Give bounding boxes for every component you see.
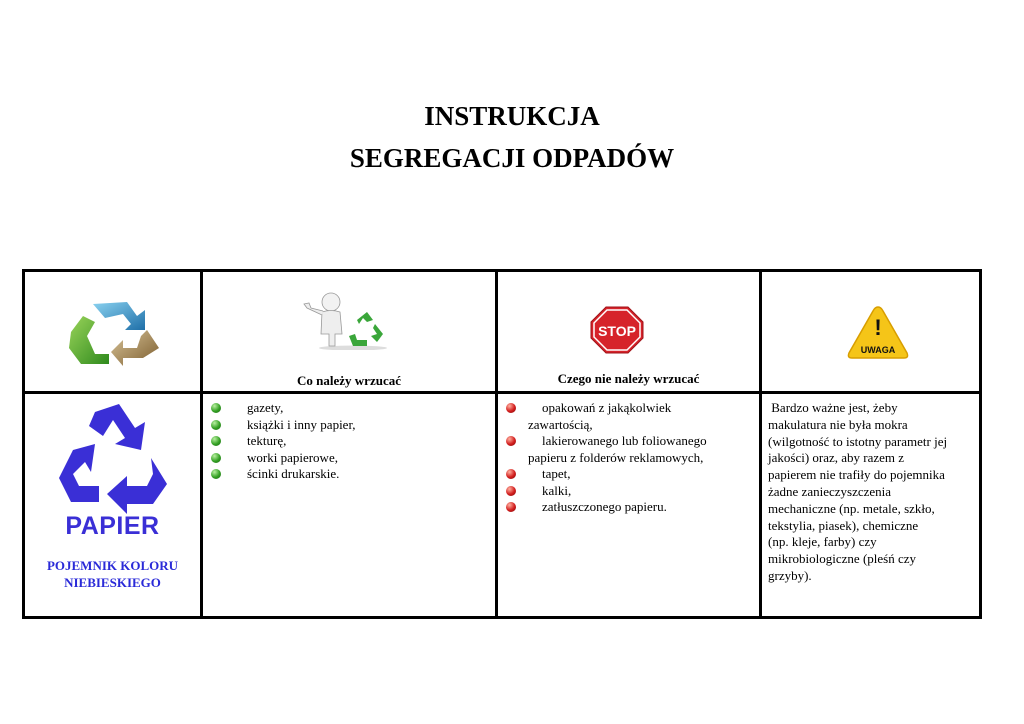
note-line: makulatura nie była mokra [768,416,908,432]
note-line: papierem nie trafiły do pojemnika [768,467,945,483]
recycle-photo-icon [65,296,165,368]
note-line: jakości) oraz, aby razem z [768,450,905,466]
forbidden-cell [498,394,759,616]
note-line: grzyby). [768,567,812,583]
green-bullet-icon [211,469,221,479]
warning-sign-text: UWAGA [860,345,896,355]
header-cell-warning [762,272,979,391]
warning-sign-icon [846,305,910,361]
page-title-line-1: INSTRUKCJA [424,101,600,131]
list-item: książki i inny papier, [203,417,495,434]
person-recycle-icon [297,290,393,350]
green-bullet-icon [211,436,221,446]
header-forbidden-label: Czego nie należy wrzucać [557,371,700,386]
note-line: żadne zanieczyszczenia [768,483,892,499]
red-bullet-icon [506,469,516,479]
list-item: lakierowanego lub foliowanego papieru z folderów reklamowych, [498,433,759,466]
stop-sign-text: STOP [598,323,636,339]
green-bullet-icon [211,420,221,430]
note-line: Bardzo ważne jest, żeby [768,400,898,415]
red-bullet-icon [506,436,516,446]
forbidden-list [498,400,759,516]
recycle-logo-icon [55,402,171,514]
allowed-cell [203,394,495,616]
header-allowed-label: Co należy wrzucać [297,373,401,388]
list-item: ścinki drukarskie. [203,466,495,483]
allowed-list [203,400,495,483]
bin-label-line-1: POJEMNIK KOLORU [46,558,179,573]
note-line: (wilgotność to istotny parametr jej [768,433,948,449]
list-item: tapet, [498,466,759,483]
bin-logo-text: PAPIER [65,512,160,540]
red-bullet-icon [506,502,516,512]
warning-note-cell [762,394,979,616]
list-item: kalki, [498,483,759,500]
note-line: mechaniczne (np. metale, szkło, [768,500,935,516]
segregation-table [22,269,982,619]
bin-label-line-2: NIEBIESKIEGO [64,575,161,590]
note-line: tekstylia, piasek), chemiczne [768,517,919,533]
warning-exclamation: ! [874,315,882,340]
red-bullet-icon [506,486,516,496]
list-item: gazety, [203,400,495,417]
header-cell-forbidden [498,272,759,391]
red-bullet-icon [506,403,516,413]
note-line: (np. kleje, farby) czy [768,534,877,550]
list-item: zatłuszczonego papieru. [498,499,759,516]
page-title-line-2: SEGREGACJI ODPADÓW [349,143,675,173]
header-cell-allowed [203,272,495,391]
green-bullet-icon [211,403,221,413]
bin-cell [25,394,200,616]
note-line: mikrobiologiczne (pleśń czy [768,551,917,567]
list-item: opakowań z jakąkolwiek zawartością, [498,400,759,433]
list-item: worki papierowe, [203,450,495,467]
header-cell-icon [25,272,200,391]
stop-sign-icon [590,306,644,354]
green-bullet-icon [211,453,221,463]
list-item: tekturę, [203,433,495,450]
